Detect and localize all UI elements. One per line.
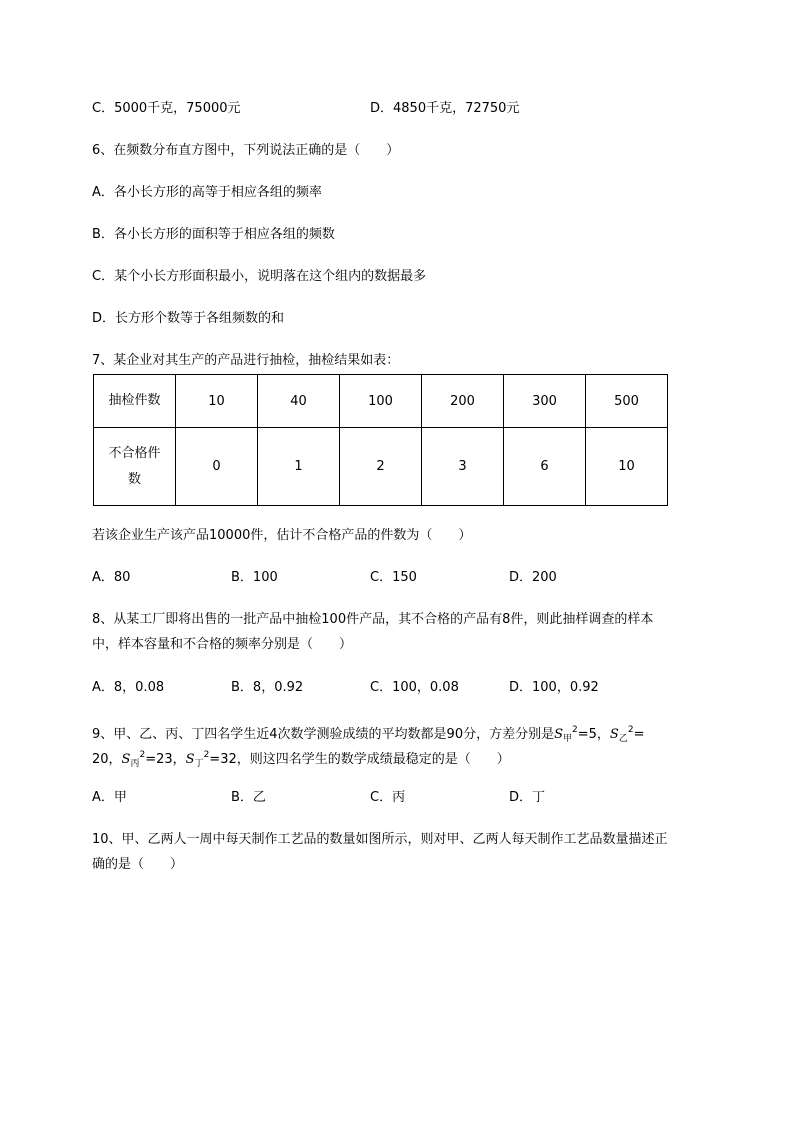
table-cell: 500 [586,375,668,428]
q9-option-a: A．甲 [92,790,127,805]
table-cell: 200 [422,375,504,428]
q8-option-b: B．8，0.92 [231,680,304,695]
variance-symbol: S [121,752,131,767]
variance-symbol: S [609,727,619,742]
subscript-jia: 甲 [563,734,573,744]
variance-jia-value: =5， [577,727,610,742]
table-cell: 6 [504,428,586,506]
q10-stem-line1: 10、甲、乙两人一周中每天制作工艺品的数量如图所示，则对甲、乙两人每天制作工艺品数量描述正 [92,832,668,847]
q10-stem-line2: 确的是（ ） [92,857,184,872]
superscript-2: 2 [203,750,210,760]
table-cell: 3 [422,428,504,506]
q6-option-d: D．长方形个数等于各组频数的和 [92,311,285,326]
table-header-defective [94,428,176,506]
variance-yi-eq: = [633,727,645,742]
variance-yi-value: 20， [92,752,122,767]
subscript-yi: 乙 [618,734,628,744]
table-cell: 0 [176,428,258,506]
variance-ding-value: =32，则这四名学生的数学成绩最稳定的是（ ） [209,752,510,767]
q5-option-c: C．5000千克，75000元 [92,101,241,116]
table-cell: 300 [504,375,586,428]
q9-stem-text: 9、甲、乙、丙、丁四名学生近4次数学测验成绩的平均数都是90分，方差分别是 [92,727,555,742]
superscript-2: 2 [572,725,578,735]
table-header-defective-line2: 数 [127,471,141,487]
variance-symbol: S [554,727,563,742]
superscript-2: 2 [139,750,146,760]
subscript-ding: 丁 [194,759,204,769]
q8-stem-line2: 中，样本容量和不合格的频率分别是（ ） [92,637,353,652]
q7-option-a: A．80 [92,570,131,585]
table-cell: 10 [176,375,258,428]
q9-option-b: B．乙 [231,790,266,805]
q9-stem-line2 [92,745,510,774]
table-row-inspected [94,375,668,428]
q6-option-c: C．某个小长方形面积最小，说明落在这个组内的数据最多 [92,269,427,284]
table-cell: 2 [340,428,422,506]
q8-option-d: D．100，0.92 [509,680,599,695]
q7-option-b: B．100 [231,570,278,585]
inspection-table [93,374,668,506]
table-cell: 1 [258,428,340,506]
table-header-defective-line1: 不合格件 [108,445,161,461]
q6-option-b: B．各小长方形的面积等于相应各组的频数 [92,227,335,242]
q7-stem: 7、某企业对其生产的产品进行抽检，抽检结果如表： [92,353,400,368]
q8-stem-line1: 8、从某工厂即将出售的一批产品中抽检100件产品，其不合格的产品有8件，则此抽样调查的样本 [92,612,654,627]
q7-option-c: C．150 [370,570,417,585]
q9-option-c: C．丙 [370,790,406,805]
subscript-bing: 丙 [130,759,140,769]
superscript-2: 2 [627,725,634,735]
q8-option-c: C．100，0.08 [370,680,459,695]
q5-option-d: D．4850千克，72750元 [370,101,520,116]
q9-option-d: D．丁 [509,790,546,805]
q7-option-d: D．200 [509,570,557,585]
table-cell: 40 [258,375,340,428]
variance-bing-value: =23， [145,752,186,767]
table-header-inspected: 抽检件数 [94,375,176,428]
table-row-defective [94,428,668,506]
q6-option-a: A．各小长方形的高等于相应各组的频率 [92,185,322,200]
table-cell: 100 [340,375,422,428]
q8-option-a: A．8，0.08 [92,680,165,695]
table-cell: 10 [586,428,668,506]
q7-question: 若该企业生产该产品10000件，估计不合格产品的件数为（ ） [92,528,472,543]
variance-symbol: S [185,752,195,767]
q6-stem: 6、在频数分布直方图中，下列说法正确的是（ ） [92,143,400,158]
